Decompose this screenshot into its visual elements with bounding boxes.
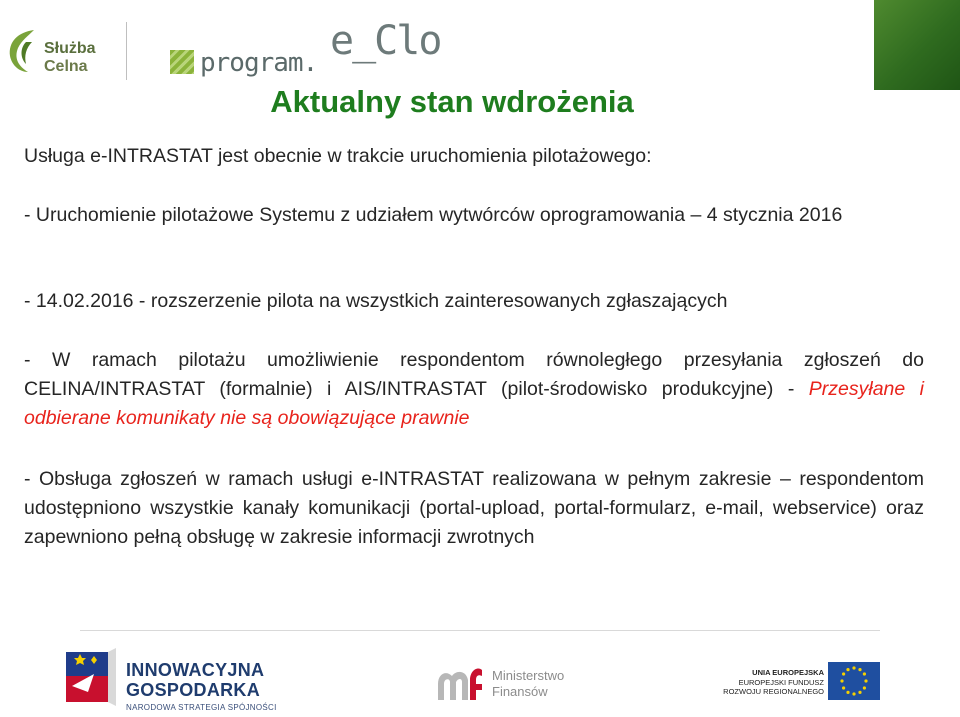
ig-line2: GOSPODARKA <box>126 680 261 700</box>
paragraph-pilot-start: - Uruchomienie pilotażowe Systemu z udziałem wytwórców oprogramowania – 4 stycznia 2016 <box>24 204 843 226</box>
mf-line2: Finansów <box>492 684 548 699</box>
eclo-logo <box>170 18 441 82</box>
ig-line1: INNOWACYJNA <box>126 660 265 680</box>
paragraph-parallel-sending <box>24 346 924 433</box>
paragraph-intro: Usługa e-INTRASTAT jest obecnie w trakcie uruchomienia pilotażowego: <box>24 145 652 167</box>
ue-line2: EUROPEJSKI FUNDUSZ <box>738 678 824 687</box>
ig-line3: NARODOWA STRATEGIA SPÓJNOŚCI <box>126 703 277 712</box>
eu-flag-icon <box>828 662 880 700</box>
corner-green-block <box>874 0 960 90</box>
sluzba-celna-line1: Służba <box>44 40 96 57</box>
paragraph-full-service: - Obsługa zgłoszeń w ramach usługi e-INTRASTAT realizowana w pełnym zakresie – respondentom udostępniono wszystkie kanały komunikacji (portal-upload, portal-formularz, e-mail, webservice) oraz zapewniono pełną obsługę w zakresie informacji zwrotnych <box>24 468 924 548</box>
eclo-program-word: program. <box>200 48 318 78</box>
legal-warning-text: Przesyłane i odbierane komunikaty nie są obowiązujące prawnie <box>24 378 924 429</box>
ministerstwo-finansow-mark-icon <box>436 662 484 702</box>
innowacyjna-gospodarka-logo <box>64 646 284 712</box>
paragraph-parallel-sending-text: - W ramach pilotażu umożliwienie respondentom równoległego przesyłania zgłoszeń do CELINA/INTRASTAT (formalnie) i AIS/INTRASTAT (pilot-środowisko produkcyjne) - <box>24 349 924 400</box>
sluzba-celna-line2: Celna <box>44 58 88 75</box>
ue-line3: ROZWOJU REGIONALNEGO <box>723 687 824 696</box>
page-title: Aktualny stan wdrożenia <box>270 84 634 119</box>
footer-divider <box>80 630 880 631</box>
eclo-e-word: e_Clo <box>330 18 441 64</box>
eclo-square-icon <box>170 50 194 74</box>
sluzba-celna-mark-icon <box>4 26 40 76</box>
sluzba-celna-logo <box>4 24 104 80</box>
ue-line1: UNIA EUROPEJSKA <box>752 668 824 677</box>
ministerstwo-finansow-logo <box>436 656 586 706</box>
unia-europejska-logo <box>723 660 880 704</box>
mf-line1: Ministerstwo <box>492 668 565 683</box>
innowacyjna-gospodarka-flag-icon <box>64 646 118 710</box>
paragraph-pilot-extension: - 14.02.2016 - rozszerzenie pilota na wszystkich zainteresowanych zgłaszających <box>24 290 728 312</box>
header-divider <box>126 22 127 80</box>
